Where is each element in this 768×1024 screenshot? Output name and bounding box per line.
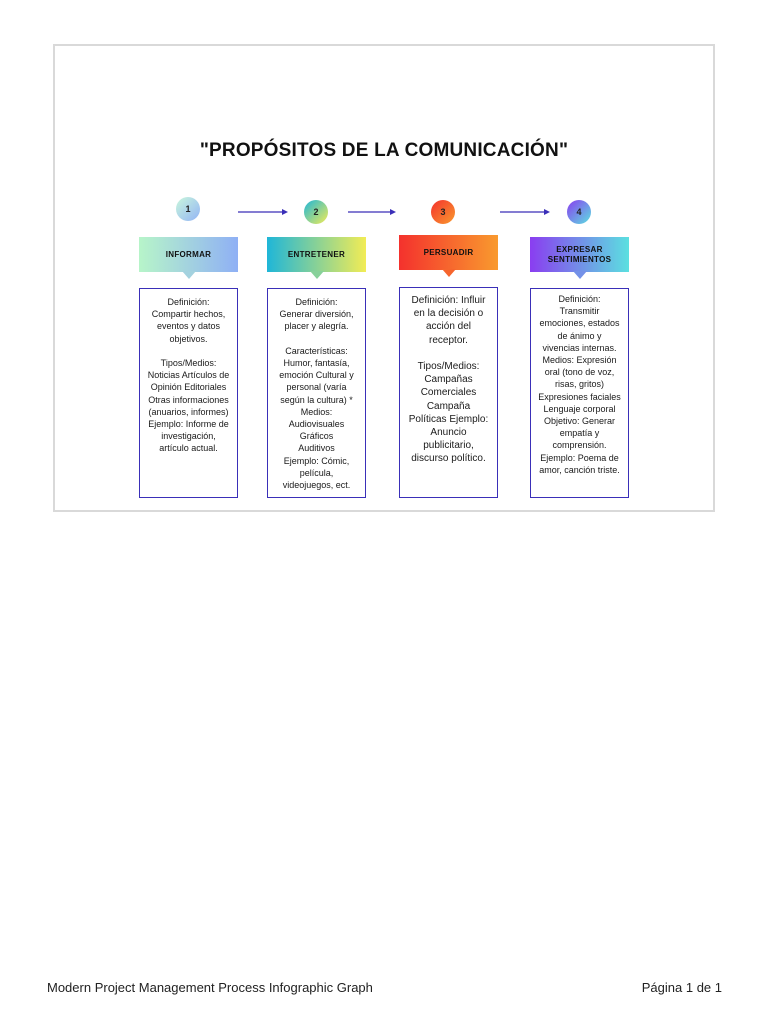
step-2-label-text: ENTRETENER: [287, 249, 346, 259]
step-3-card: Definición: Influir en la decisión o acción del receptor. Tipos/Medios: Campañas Comerciales Campaña Políticas Ejemplo: Anuncio publicitario, discurso político.: [399, 287, 498, 498]
step-3-label-text: PERSUADIR: [423, 247, 474, 257]
page-number: Página 1 de 1: [641, 980, 722, 995]
step-4-label-text: EXPRESAR SENTIMIENTOS: [547, 244, 612, 264]
step-1-pointer: [182, 271, 196, 279]
step-1-card: Definición: Compartir hechos, eventos y datos objetivos. Tipos/Medios: Noticias Artículos de Opinión Editoriales Otras informaciones (anuarios, informes) Ejemplo: Informe de investigación, artículo actual.: [139, 288, 238, 498]
step-2-card: Definición: Generar diversión, placer y alegría. Características: Humor, fantasía, emoción Cultural y personal (varía según la cultura) * Medios: Audiovisuales Gráficos Auditivos Ejemplo: Cómic, película, videojuegos, ect.: [267, 288, 366, 498]
step-2-pointer: [310, 271, 324, 279]
step-1-label: [139, 237, 238, 272]
arrow-1-to-2: [238, 207, 288, 217]
step-2-number: 2: [304, 200, 328, 224]
step-4-pointer: [573, 271, 587, 279]
diagram-title: "PROPÓSITOS DE LA COMUNICACIÓN": [199, 140, 569, 161]
step-1-label-text: INFORMAR: [165, 249, 212, 259]
arrow-3-to-4: [500, 207, 550, 217]
footer-title: Modern Project Management Process Infographic Graph: [47, 980, 373, 995]
step-1-number: 1: [176, 197, 200, 221]
step-3-label: [399, 235, 498, 270]
arrow-2-to-3: [348, 207, 396, 217]
step-2-label: [267, 237, 366, 272]
step-3-pointer: [442, 269, 456, 277]
step-3-number: 3: [431, 200, 455, 224]
step-4-number: 4: [567, 200, 591, 224]
step-4-card: Definición: Transmitir emociones, estados de ánimo y vivencias internas. Medios: Expresión oral (tono de voz, risas, gritos) Expresiones faciales Lenguaje corporal Objetivo: Generar empatía y comprensión. Ejemplo: Poema de amor, canción triste.: [530, 288, 629, 498]
step-4-label: [530, 237, 629, 272]
